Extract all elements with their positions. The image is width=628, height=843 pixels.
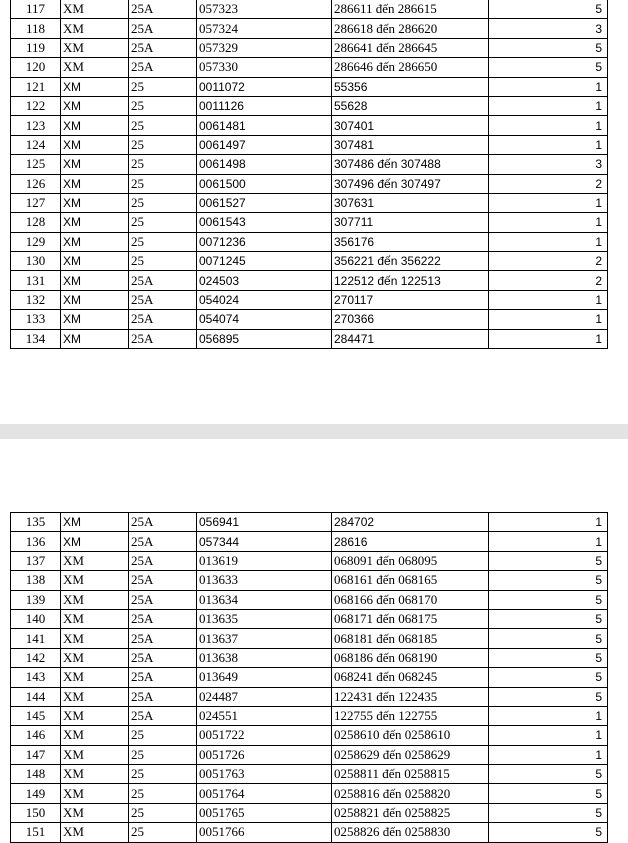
type-cell: XM bbox=[61, 271, 129, 290]
page-separator bbox=[0, 424, 628, 439]
quantity-cell: 5 bbox=[489, 668, 608, 687]
type-cell: XM bbox=[61, 19, 129, 38]
range-cell: 286618 đến 286620 bbox=[332, 19, 489, 38]
code-cell: 0071236 bbox=[197, 232, 332, 251]
row-number-cell: 139 bbox=[11, 590, 61, 609]
ticket-table-top bbox=[10, 0, 608, 349]
row-number-cell: 138 bbox=[11, 571, 61, 590]
code-cell: 0051726 bbox=[197, 745, 332, 764]
code-cell: 013619 bbox=[197, 551, 332, 570]
range-cell: 122512 đến 122513 bbox=[332, 271, 489, 290]
quantity-cell: 5 bbox=[489, 687, 608, 706]
code-cell: 024487 bbox=[197, 687, 332, 706]
code-cell: 013634 bbox=[197, 590, 332, 609]
row-number-cell: 151 bbox=[11, 823, 61, 842]
code-cell: 057329 bbox=[197, 38, 332, 57]
code-cell: 057324 bbox=[197, 19, 332, 38]
series-cell: 25 bbox=[129, 77, 197, 96]
type-cell: XM bbox=[61, 648, 129, 667]
series-cell: 25 bbox=[129, 803, 197, 822]
row-number-cell: 121 bbox=[11, 77, 61, 96]
row-number-cell: 128 bbox=[11, 213, 61, 232]
code-cell: 054024 bbox=[197, 290, 332, 309]
type-cell: XM bbox=[61, 765, 129, 784]
code-cell: 0011072 bbox=[197, 77, 332, 96]
range-cell: 55628 bbox=[332, 96, 489, 115]
code-cell: 0061481 bbox=[197, 116, 332, 135]
type-cell: XM bbox=[61, 823, 129, 842]
quantity-cell: 5 bbox=[489, 629, 608, 648]
series-cell: 25 bbox=[129, 193, 197, 212]
quantity-cell: 5 bbox=[489, 38, 608, 57]
table-row bbox=[11, 726, 608, 745]
code-cell: 0051722 bbox=[197, 726, 332, 745]
table-row bbox=[11, 38, 608, 57]
range-cell: 068161 đến 068165 bbox=[332, 571, 489, 590]
type-cell: XM bbox=[61, 687, 129, 706]
quantity-cell: 5 bbox=[489, 765, 608, 784]
range-cell: 284702 bbox=[332, 513, 489, 532]
code-cell: 057330 bbox=[197, 58, 332, 77]
quantity-cell: 1 bbox=[489, 135, 608, 154]
table-row bbox=[11, 252, 608, 271]
series-cell: 25 bbox=[129, 784, 197, 803]
series-cell: 25A bbox=[129, 551, 197, 570]
row-number-cell: 122 bbox=[11, 96, 61, 115]
range-cell: 270366 bbox=[332, 310, 489, 329]
table-row bbox=[11, 784, 608, 803]
row-number-cell: 131 bbox=[11, 271, 61, 290]
type-cell: XM bbox=[61, 551, 129, 570]
range-cell: 0258821 đến 0258825 bbox=[332, 803, 489, 822]
type-cell: XM bbox=[61, 38, 129, 57]
row-number-cell: 146 bbox=[11, 726, 61, 745]
document-page-bottom bbox=[10, 512, 607, 843]
row-number-cell: 150 bbox=[11, 803, 61, 822]
code-cell: 0061527 bbox=[197, 193, 332, 212]
quantity-cell: 5 bbox=[489, 551, 608, 570]
table-row bbox=[11, 648, 608, 667]
range-cell: 270117 bbox=[332, 290, 489, 309]
series-cell: 25A bbox=[129, 0, 197, 19]
type-cell: XM bbox=[61, 609, 129, 628]
ticket-table-bottom bbox=[10, 512, 608, 843]
quantity-cell: 2 bbox=[489, 252, 608, 271]
series-cell: 25A bbox=[129, 590, 197, 609]
table-row bbox=[11, 532, 608, 551]
table-row bbox=[11, 193, 608, 212]
code-cell: 024551 bbox=[197, 706, 332, 725]
range-cell: 068091 đến 068095 bbox=[332, 551, 489, 570]
table-row bbox=[11, 135, 608, 154]
type-cell: XM bbox=[61, 193, 129, 212]
quantity-cell: 1 bbox=[489, 310, 608, 329]
quantity-cell: 1 bbox=[489, 513, 608, 532]
range-cell: 0258816 đến 0258820 bbox=[332, 784, 489, 803]
series-cell: 25A bbox=[129, 648, 197, 667]
table-row bbox=[11, 290, 608, 309]
quantity-cell: 2 bbox=[489, 271, 608, 290]
table-row bbox=[11, 58, 608, 77]
range-cell: 0258811 đến 0258815 bbox=[332, 765, 489, 784]
type-cell: XM bbox=[61, 590, 129, 609]
quantity-cell: 3 bbox=[489, 19, 608, 38]
code-cell: 0051763 bbox=[197, 765, 332, 784]
range-cell: 068181 đến 068185 bbox=[332, 629, 489, 648]
table-row bbox=[11, 823, 608, 842]
table-row bbox=[11, 571, 608, 590]
type-cell: XM bbox=[61, 155, 129, 174]
series-cell: 25A bbox=[129, 571, 197, 590]
quantity-cell: 1 bbox=[489, 706, 608, 725]
type-cell: XM bbox=[61, 58, 129, 77]
quantity-cell: 1 bbox=[489, 116, 608, 135]
code-cell: 057344 bbox=[197, 532, 332, 551]
range-cell: 286641 đến 286645 bbox=[332, 38, 489, 57]
row-number-cell: 118 bbox=[11, 19, 61, 38]
range-cell: 286611 đến 286615 bbox=[332, 0, 489, 19]
table-row bbox=[11, 19, 608, 38]
quantity-cell: 5 bbox=[489, 609, 608, 628]
range-cell: 068171 đến 068175 bbox=[332, 609, 489, 628]
series-cell: 25A bbox=[129, 668, 197, 687]
quantity-cell: 1 bbox=[489, 745, 608, 764]
table-row bbox=[11, 551, 608, 570]
table-row bbox=[11, 116, 608, 135]
quantity-cell: 3 bbox=[489, 155, 608, 174]
table-row bbox=[11, 765, 608, 784]
type-cell: XM bbox=[61, 784, 129, 803]
code-cell: 0061500 bbox=[197, 174, 332, 193]
range-cell: 284471 bbox=[332, 329, 489, 348]
code-cell: 013638 bbox=[197, 648, 332, 667]
range-cell: 0258826 đến 0258830 bbox=[332, 823, 489, 842]
range-cell: 068241 đến 068245 bbox=[332, 668, 489, 687]
table-row bbox=[11, 271, 608, 290]
series-cell: 25 bbox=[129, 174, 197, 193]
code-cell: 057323 bbox=[197, 0, 332, 19]
table-row bbox=[11, 310, 608, 329]
code-cell: 0011126 bbox=[197, 96, 332, 115]
type-cell: XM bbox=[61, 116, 129, 135]
series-cell: 25A bbox=[129, 38, 197, 57]
table-row bbox=[11, 0, 608, 19]
type-cell: XM bbox=[61, 726, 129, 745]
range-cell: 0258610 đến 0258610 bbox=[332, 726, 489, 745]
series-cell: 25 bbox=[129, 765, 197, 784]
series-cell: 25 bbox=[129, 213, 197, 232]
code-cell: 0061543 bbox=[197, 213, 332, 232]
series-cell: 25 bbox=[129, 155, 197, 174]
series-cell: 25 bbox=[129, 745, 197, 764]
row-number-cell: 149 bbox=[11, 784, 61, 803]
code-cell: 0071245 bbox=[197, 252, 332, 271]
quantity-cell: 5 bbox=[489, 571, 608, 590]
code-cell: 0051766 bbox=[197, 823, 332, 842]
code-cell: 013637 bbox=[197, 629, 332, 648]
table-row bbox=[11, 609, 608, 628]
range-cell: 356221 đến 356222 bbox=[332, 252, 489, 271]
row-number-cell: 140 bbox=[11, 609, 61, 628]
series-cell: 25A bbox=[129, 532, 197, 551]
quantity-cell: 2 bbox=[489, 174, 608, 193]
table-row bbox=[11, 745, 608, 764]
table-row bbox=[11, 232, 608, 251]
table-row bbox=[11, 329, 608, 348]
row-number-cell: 127 bbox=[11, 193, 61, 212]
range-cell: 068186 đến 068190 bbox=[332, 648, 489, 667]
range-cell: 0258629 đến 0258629 bbox=[332, 745, 489, 764]
quantity-cell: 1 bbox=[489, 532, 608, 551]
range-cell: 307631 bbox=[332, 193, 489, 212]
type-cell: XM bbox=[61, 513, 129, 532]
series-cell: 25 bbox=[129, 726, 197, 745]
range-cell: 286646 đến 286650 bbox=[332, 58, 489, 77]
quantity-cell: 1 bbox=[489, 232, 608, 251]
code-cell: 013649 bbox=[197, 668, 332, 687]
row-number-cell: 145 bbox=[11, 706, 61, 725]
quantity-cell: 1 bbox=[489, 726, 608, 745]
row-number-cell: 147 bbox=[11, 745, 61, 764]
range-cell: 307481 bbox=[332, 135, 489, 154]
type-cell: XM bbox=[61, 629, 129, 648]
row-number-cell: 130 bbox=[11, 252, 61, 271]
series-cell: 25 bbox=[129, 232, 197, 251]
quantity-cell: 5 bbox=[489, 823, 608, 842]
type-cell: XM bbox=[61, 532, 129, 551]
row-number-cell: 134 bbox=[11, 329, 61, 348]
range-cell: 307486 đến 307488 bbox=[332, 155, 489, 174]
row-number-cell: 142 bbox=[11, 648, 61, 667]
code-cell: 024503 bbox=[197, 271, 332, 290]
table-row bbox=[11, 668, 608, 687]
quantity-cell: 5 bbox=[489, 58, 608, 77]
series-cell: 25A bbox=[129, 629, 197, 648]
row-number-cell: 125 bbox=[11, 155, 61, 174]
range-cell: 307711 bbox=[332, 213, 489, 232]
range-cell: 122431 đến 122435 bbox=[332, 687, 489, 706]
range-cell: 122755 đến 122755 bbox=[332, 706, 489, 725]
quantity-cell: 5 bbox=[489, 590, 608, 609]
row-number-cell: 136 bbox=[11, 532, 61, 551]
row-number-cell: 132 bbox=[11, 290, 61, 309]
type-cell: XM bbox=[61, 252, 129, 271]
type-cell: XM bbox=[61, 290, 129, 309]
type-cell: XM bbox=[61, 77, 129, 96]
code-cell: 0051764 bbox=[197, 784, 332, 803]
range-cell: 068166 đến 068170 bbox=[332, 590, 489, 609]
series-cell: 25A bbox=[129, 513, 197, 532]
range-cell: 28616 bbox=[332, 532, 489, 551]
row-number-cell: 117 bbox=[11, 0, 61, 19]
code-cell: 013633 bbox=[197, 571, 332, 590]
range-cell: 356176 bbox=[332, 232, 489, 251]
type-cell: XM bbox=[61, 571, 129, 590]
series-cell: 25A bbox=[129, 58, 197, 77]
code-cell: 0051765 bbox=[197, 803, 332, 822]
range-cell: 307496 đến 307497 bbox=[332, 174, 489, 193]
row-number-cell: 119 bbox=[11, 38, 61, 57]
code-cell: 056895 bbox=[197, 329, 332, 348]
quantity-cell: 1 bbox=[489, 329, 608, 348]
code-cell: 0061498 bbox=[197, 155, 332, 174]
table-row bbox=[11, 687, 608, 706]
type-cell: XM bbox=[61, 213, 129, 232]
type-cell: XM bbox=[61, 310, 129, 329]
table-row bbox=[11, 77, 608, 96]
type-cell: XM bbox=[61, 232, 129, 251]
quantity-cell: 1 bbox=[489, 96, 608, 115]
row-number-cell: 137 bbox=[11, 551, 61, 570]
series-cell: 25A bbox=[129, 687, 197, 706]
type-cell: XM bbox=[61, 329, 129, 348]
table-row bbox=[11, 629, 608, 648]
table-row bbox=[11, 96, 608, 115]
document-page-top bbox=[10, 0, 607, 349]
quantity-cell: 1 bbox=[489, 213, 608, 232]
row-number-cell: 143 bbox=[11, 668, 61, 687]
quantity-cell: 1 bbox=[489, 77, 608, 96]
row-number-cell: 135 bbox=[11, 513, 61, 532]
quantity-cell: 5 bbox=[489, 784, 608, 803]
quantity-cell: 1 bbox=[489, 290, 608, 309]
type-cell: XM bbox=[61, 135, 129, 154]
type-cell: XM bbox=[61, 745, 129, 764]
table-row bbox=[11, 213, 608, 232]
code-cell: 0061497 bbox=[197, 135, 332, 154]
range-cell: 55356 bbox=[332, 77, 489, 96]
type-cell: XM bbox=[61, 0, 129, 19]
type-cell: XM bbox=[61, 803, 129, 822]
quantity-cell: 5 bbox=[489, 0, 608, 19]
type-cell: XM bbox=[61, 706, 129, 725]
code-cell: 054074 bbox=[197, 310, 332, 329]
table-row bbox=[11, 803, 608, 822]
code-cell: 013635 bbox=[197, 609, 332, 628]
quantity-cell: 1 bbox=[489, 193, 608, 212]
quantity-cell: 5 bbox=[489, 803, 608, 822]
table-row bbox=[11, 706, 608, 725]
code-cell: 056941 bbox=[197, 513, 332, 532]
row-number-cell: 141 bbox=[11, 629, 61, 648]
series-cell: 25 bbox=[129, 823, 197, 842]
series-cell: 25 bbox=[129, 252, 197, 271]
row-number-cell: 129 bbox=[11, 232, 61, 251]
series-cell: 25A bbox=[129, 310, 197, 329]
row-number-cell: 148 bbox=[11, 765, 61, 784]
series-cell: 25A bbox=[129, 271, 197, 290]
series-cell: 25A bbox=[129, 609, 197, 628]
row-number-cell: 133 bbox=[11, 310, 61, 329]
series-cell: 25A bbox=[129, 329, 197, 348]
table-row bbox=[11, 174, 608, 193]
table-row bbox=[11, 513, 608, 532]
type-cell: XM bbox=[61, 96, 129, 115]
range-cell: 307401 bbox=[332, 116, 489, 135]
series-cell: 25A bbox=[129, 706, 197, 725]
row-number-cell: 123 bbox=[11, 116, 61, 135]
row-number-cell: 144 bbox=[11, 687, 61, 706]
series-cell: 25 bbox=[129, 135, 197, 154]
table-row bbox=[11, 155, 608, 174]
quantity-cell: 5 bbox=[489, 648, 608, 667]
row-number-cell: 120 bbox=[11, 58, 61, 77]
series-cell: 25 bbox=[129, 116, 197, 135]
row-number-cell: 126 bbox=[11, 174, 61, 193]
type-cell: XM bbox=[61, 668, 129, 687]
row-number-cell: 124 bbox=[11, 135, 61, 154]
table-row bbox=[11, 590, 608, 609]
series-cell: 25A bbox=[129, 290, 197, 309]
series-cell: 25 bbox=[129, 96, 197, 115]
series-cell: 25A bbox=[129, 19, 197, 38]
type-cell: XM bbox=[61, 174, 129, 193]
